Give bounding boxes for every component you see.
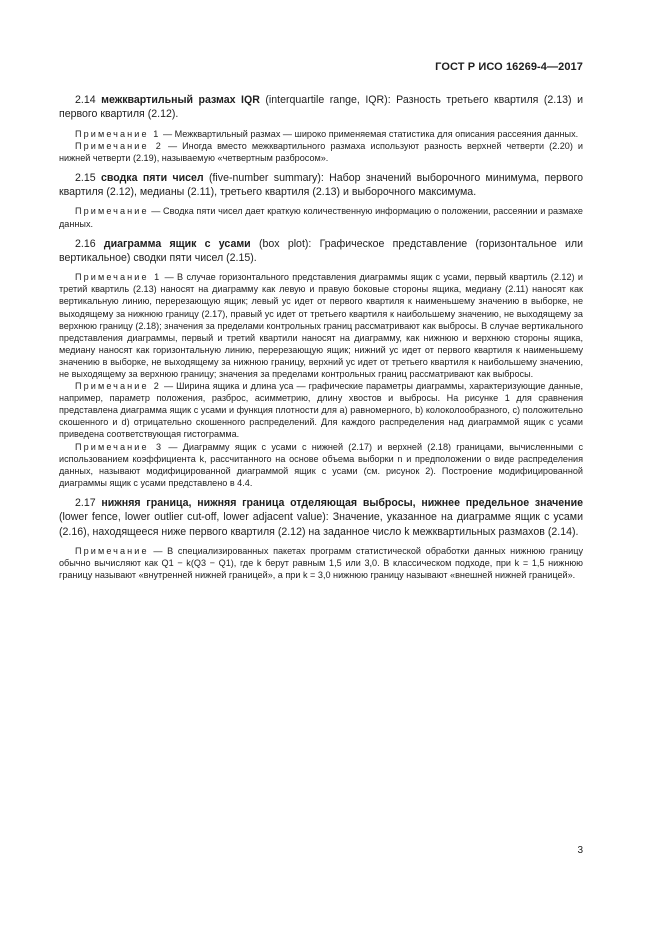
term-entry-2-14 [59,93,583,164]
term-entry-2-15 [59,171,583,230]
term-definition [59,496,583,539]
term-entry-2-17 [59,496,583,581]
note [59,545,583,581]
document-id: ГОСТ Р ИСО 16269-4—2017 [435,61,583,73]
note [59,128,583,140]
term-definition [59,171,583,200]
note [59,205,583,229]
term-number: 2.15 [75,171,96,184]
term-name: межквартильный размах IQR [101,94,260,106]
note-text: — Иногда вместо межквартильного размаха используют разность верхней четверти (2.20) и нижней четверти (2.19), называемую «четвертным разбросом». [59,140,584,163]
term-text: (five-number summary): Набор значений выборочного минимума, первого квартиля (2.12), медианы (2.11), третьего квартиля (2.13) и выборочного максимума. [59,171,583,199]
note [59,271,583,380]
term-entry-2-16 [59,237,583,489]
term-text: (lower fence, lower outlier cut-off, lower adjacent value): Значение, указанное на диаграмме ящик с усами (2.16), находящееся ниже первого квартиля (2.12) на заданное число k межквартильных размахов (2.14). [59,511,583,538]
note-label: Примечание 1 [75,272,162,283]
term-number: 2.16 [75,237,96,250]
term-name: нижняя граница, нижняя граница отделяющая выбросы, нижнее предельное значение [101,496,583,509]
term-definition [59,93,583,122]
note-label: Примечание 2 [75,140,163,151]
term-number: 2.14 [75,94,96,106]
note-label: Примечание [75,206,149,217]
note-label: Примечание 1 [75,128,161,139]
note-text: — В специализированных пакетах программ статистической обработки данных нижнюю границу обычно вычисляют как Q1 − k(Q3 − Q1), где k берут равным 1,5 или 3,0. В классическом подходе, при k = 1,5 нижнюю границу называют «внутренней нижней границей», а при k = 3,0 нижнюю границу называют «внешней нижней границей». [59,545,583,581]
term-text: (interquartile range, IQR): Разность третьего квартиля (2.13) и первого квартиля (2.12). [59,94,583,121]
note [59,441,583,489]
term-definition [59,237,583,266]
term-text: (box plot): Графическое представление (горизонтальное или вертикальное) сводки пяти чисел (2.15). [59,237,583,264]
note-text: — Межквартильный размах — широко применяемая статистика для описания рассеяния данных. [160,128,579,139]
note [59,380,583,440]
note-label: Примечание [75,545,149,556]
note [59,140,583,164]
page-number: 3 [577,845,583,856]
page-content [59,93,583,581]
note-text: — Диаграмму ящик с усами с нижней (2.17) и верхней (2.18) границами, вычисленными с использованием коэффициента k, рассчитанного на основе объема выборки n и предположении о виде распределения данных, называют модифицированной диаграммой ящик с усами (см. рисунок 2). Построение модифицированной диаграммы ящик с усами представлено в 4.4. [59,441,583,488]
note-text: — В случае горизонтального представления диаграммы ящик с усами, первый квартиль (2.12) и третий квартиль (2.13) наносят на диаграмму как левую и правую боковые стороны ящика, медиану (2.11) наносят как вертикальную линию, перерезающую ящик; левый ус идет от первого квартиля к наименьшему значению в выборке, не выходящему за нижнюю границу (2.17), правый ус идет от третьего квартиля к наибольшему значению, не выходящему за верхнюю границу (2.18); значения за пределами контрольных границ рассматривают как выбросы. В случае вертикального представления диаграммы, первый и третий квартили наносят на диаграмму, как нижнюю и верхнюю стороны ящика, медиану наносят как горизонтальную линию, перерезающую ящик; нижний ус идет от первого квартиля к наименьшему значению в выборке, не выходящему за нижнюю границу, верхний ус идет от третьего квартиля к наибольшему значению, не выходящему за верхнюю границу; значения за пределами контрольных границ рассматривают как выбросы. [59,272,583,379]
note-label: Примечание 3 [75,441,164,452]
note-label: Примечание 2 [75,381,161,392]
term-name: диаграмма ящик с усами [103,237,251,250]
note-text: — Сводка пяти чисел дает краткую количественную информацию о положении, рассеянии и размахе данных. [59,206,583,229]
term-name: сводка пяти чисел [100,171,204,184]
term-number: 2.17 [75,496,96,509]
note-text: — Ширина ящика и длина уса — графические параметры диаграммы, характеризующие данные, например, параметр положения, разброс, асимметрию, длину хвостов и выбросы. На рисунке 1 для сравнения представлена диаграмма ящик с усами и функция плотности для a) равномерного, b) колоколообразного, c) положительно скошенного и d) отрицательно скошенного распределений. Для каждого распределения над диаграммой ящик с усами приведена соответствующая гистограмма. [59,381,583,440]
